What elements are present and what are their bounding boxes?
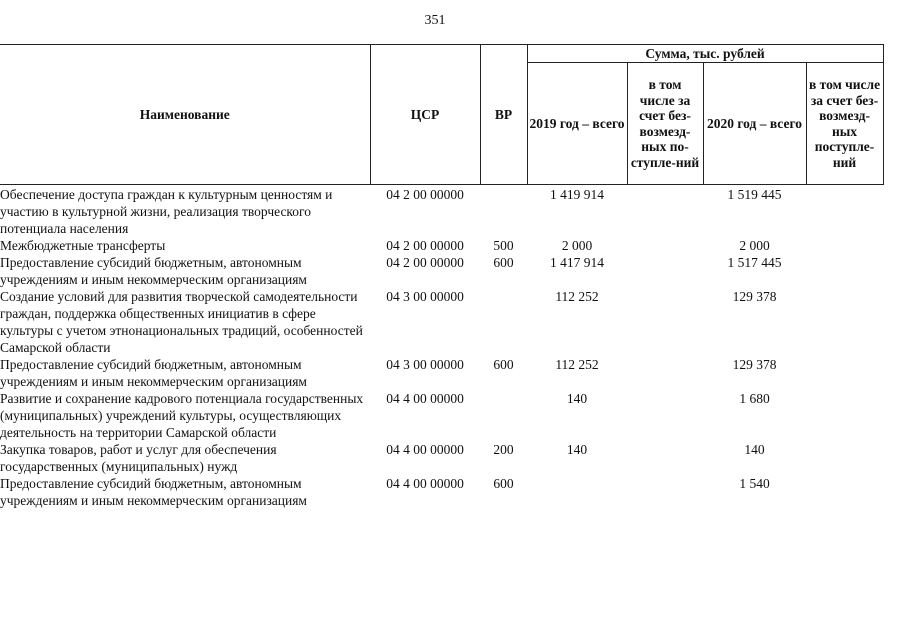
row-csr: 04 4 00 00000 xyxy=(386,391,464,406)
row-2020-total: 129 378 xyxy=(732,357,777,372)
header-vr: ВР xyxy=(480,45,527,185)
row-vr: 600 xyxy=(493,357,514,372)
row-csr: 04 4 00 00000 xyxy=(386,442,464,457)
row-name: Предоставление субсидий бюджетным, автономным учреждениям и иным некоммерческим организациям xyxy=(0,476,307,508)
row-2019-grants xyxy=(627,441,703,475)
header-name: Наименование xyxy=(0,45,370,185)
row-vr xyxy=(480,288,527,356)
budget-table xyxy=(0,44,884,509)
row-csr: 04 2 00 00000 xyxy=(386,238,464,253)
row-vr: 500 xyxy=(493,238,514,253)
row-vr: 600 xyxy=(493,476,514,491)
table-row xyxy=(0,254,883,288)
row-2019-total: 112 252 xyxy=(555,357,599,372)
row-2020-grants xyxy=(806,288,883,356)
row-2020-total: 1 540 xyxy=(739,476,770,491)
row-name: Предоставление субсидий бюджетным, автономным учреждениям и иным некоммерческим организациям xyxy=(0,255,307,287)
row-name: Межбюджетные трансферты xyxy=(0,238,166,253)
row-vr: 600 xyxy=(493,255,514,270)
row-2020-total: 140 xyxy=(744,442,765,457)
header-csr: ЦСР xyxy=(370,45,480,185)
row-name: Обеспечение доступа граждан к культурным ценностям и участию в культурной жизни, реализация творческого потенциала населения xyxy=(0,187,333,236)
row-csr: 04 3 00 00000 xyxy=(386,357,464,372)
table-row xyxy=(0,441,883,475)
row-name: Создание условий для развития творческой самодеятельности граждан, поддержка общественных инициатив в сфере культуры с учетом этнонациональных традиций, особенностей Самарской области xyxy=(0,289,363,355)
row-name: Закупка товаров, работ и услуг для обеспечения государственных (муниципальных) нужд xyxy=(0,442,277,474)
table-row xyxy=(0,475,883,509)
row-csr: 04 2 00 00000 xyxy=(386,255,464,270)
row-2019-grants xyxy=(627,390,703,441)
table-row xyxy=(0,390,883,441)
row-2019-grants xyxy=(627,237,703,254)
row-2020-total: 1 517 445 xyxy=(727,255,782,270)
row-2020-total: 2 000 xyxy=(739,238,770,253)
row-2019-total: 112 252 xyxy=(555,289,599,304)
row-2019-total: 140 xyxy=(566,391,588,406)
row-2019-grants xyxy=(627,254,703,288)
row-2019-total xyxy=(527,475,627,509)
row-2020-grants xyxy=(806,441,883,475)
row-vr: 200 xyxy=(493,442,514,457)
row-vr xyxy=(480,390,527,441)
row-2019-total: 1 419 914 xyxy=(550,187,604,202)
row-2020-grants xyxy=(806,254,883,288)
row-csr: 04 3 00 00000 xyxy=(386,289,464,304)
row-2019-total: 2 000 xyxy=(561,238,593,253)
table-row xyxy=(0,356,883,390)
row-2020-grants xyxy=(806,237,883,254)
row-2020-grants xyxy=(806,475,883,509)
row-2020-total: 129 378 xyxy=(732,289,777,304)
row-2019-grants xyxy=(627,185,703,238)
row-2019-grants xyxy=(627,475,703,509)
row-2020-total: 1 519 445 xyxy=(727,187,782,202)
table-body xyxy=(0,185,883,510)
row-2019-total: 1 417 914 xyxy=(550,255,604,270)
table-row xyxy=(0,185,883,238)
header-2020-total: 2020 год – всего xyxy=(703,63,806,185)
header-2020-grants: в том числе за счет без-возмезд-ных поступле-ний xyxy=(806,63,883,185)
table-row xyxy=(0,237,883,254)
header-2019-total: 2019 год – всего xyxy=(527,63,627,185)
table-row xyxy=(0,288,883,356)
row-2020-grants xyxy=(806,185,883,238)
row-2019-grants xyxy=(627,356,703,390)
row-2020-grants xyxy=(806,356,883,390)
page-number: 351 xyxy=(424,13,446,28)
row-vr xyxy=(480,185,527,238)
table-header xyxy=(0,45,883,185)
row-2020-grants xyxy=(806,390,883,441)
header-sum-group: Сумма, тыс. рублей xyxy=(527,45,883,63)
row-2019-grants xyxy=(627,288,703,356)
row-csr: 04 4 00 00000 xyxy=(386,476,464,491)
row-2019-total: 140 xyxy=(566,442,588,457)
header-2019-grants: в том числе за счет без-возмезд-ных по-ступле-ний xyxy=(627,63,703,185)
row-name: Развитие и сохранение кадрового потенциала государственных (муниципальных) учреждений культуры, осуществляющих деятельность на территории Самарской области xyxy=(0,391,364,440)
row-csr: 04 2 00 00000 xyxy=(386,187,464,202)
row-2020-total: 1 680 xyxy=(739,391,770,406)
row-name: Предоставление субсидий бюджетным, автономным учреждениям и иным некоммерческим организациям xyxy=(0,357,307,389)
